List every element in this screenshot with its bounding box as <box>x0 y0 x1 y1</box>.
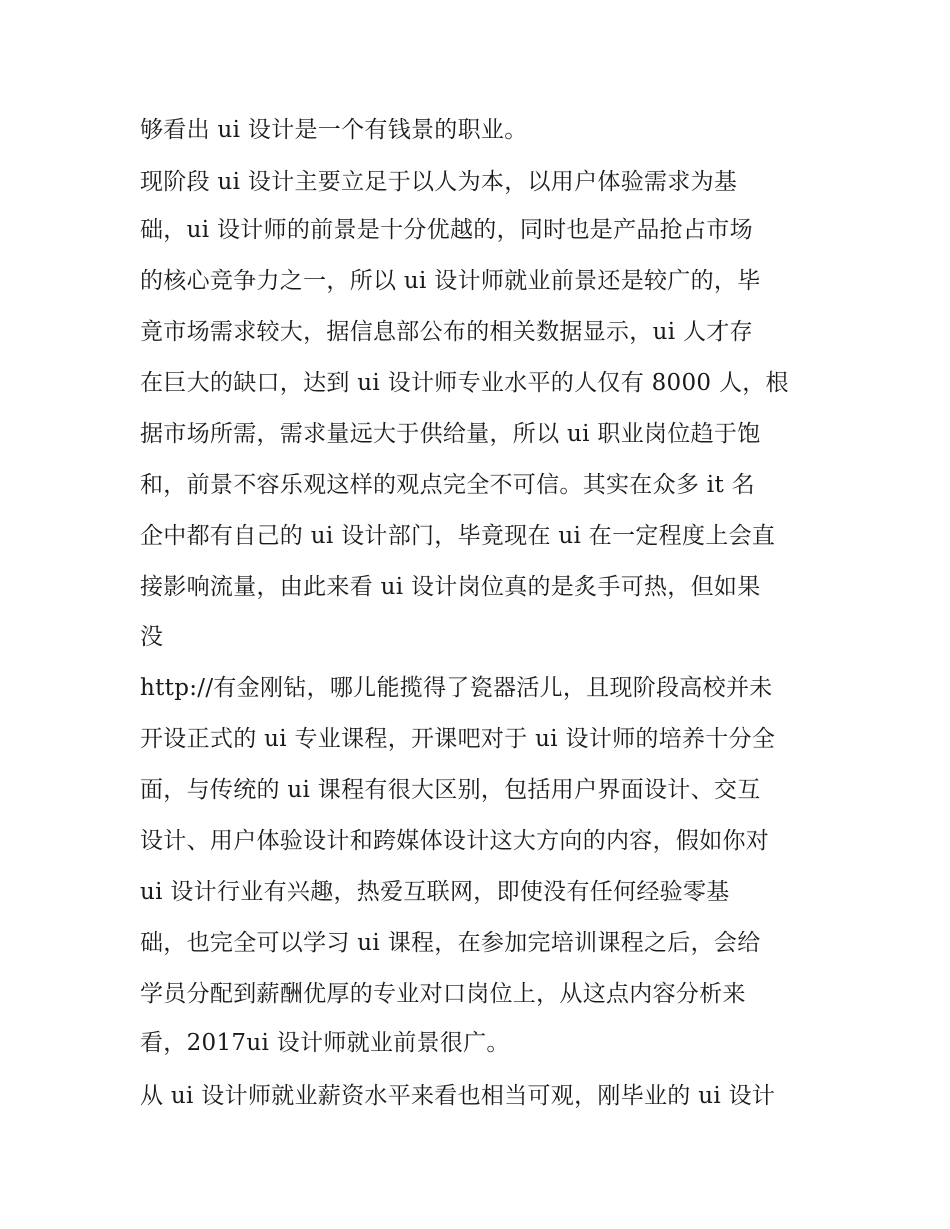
text-line: 竟市场需求较大，据信息部公布的相关数据显示，ui 人才存 <box>140 319 753 345</box>
text-line: 看，2017ui 设计师就业前景很广。 <box>140 1030 510 1056</box>
text-line: 够看出 ui 设计是一个有钱景的职业。 <box>140 117 528 143</box>
text-line: 企中都有自己的 ui 设计部门，毕竟现在 ui 在一定程度上会直 <box>140 523 776 549</box>
text-line: 的核心竞争力之一，所以 ui 设计师就业前景还是较广的，毕 <box>140 268 761 294</box>
text-line: 开设正式的 ui 专业课程，开课吧对于 ui 设计师的培养十分全 <box>140 726 776 752</box>
text-line: 础，也完全可以学习 ui 课程，在参加完培训课程之后，会给 <box>140 930 761 956</box>
text-line: 和，前景不容乐观这样的观点完全不可信。其实在众多 it 名 <box>140 472 755 498</box>
text-line: 从 ui 设计师就业薪资水平来看也相当可观，刚毕业的 ui 设计 <box>140 1083 776 1109</box>
text-line: 接影响流量，由此来看 ui 设计岗位真的是炙手可热，但如果 <box>140 574 761 600</box>
text-line: http://有金刚钻，哪儿能揽得了瓷器活儿，且现阶段高校并未 <box>140 675 773 701</box>
text-line: 面，与传统的 ui 课程有很大区别，包括用户界面设计、交互 <box>140 777 761 803</box>
text-line: 据市场所需，需求量远大于供给量，所以 ui 职业岗位趋于饱 <box>140 421 761 447</box>
text-line: 设计、用户体验设计和跨媒体设计这大方向的内容，假如你对 <box>140 828 770 854</box>
text-line: 础，ui 设计师的前景是十分优越的，同时也是产品抢占市场 <box>140 217 753 243</box>
text-line: 学员分配到薪酬优厚的专业对口岗位上，从这点内容分析来 <box>140 981 746 1007</box>
text-line: 现阶段 ui 设计主要立足于以人为本，以用户体验需求为基 <box>140 169 738 195</box>
text-line: 在巨大的缺口，达到 ui 设计师专业水平的人仅有 8000 人，根 <box>140 370 789 396</box>
text-line: ui 设计行业有兴趣，热爱互联网，即使没有任何经验零基 <box>140 879 730 905</box>
text-line: 没 <box>140 624 164 650</box>
